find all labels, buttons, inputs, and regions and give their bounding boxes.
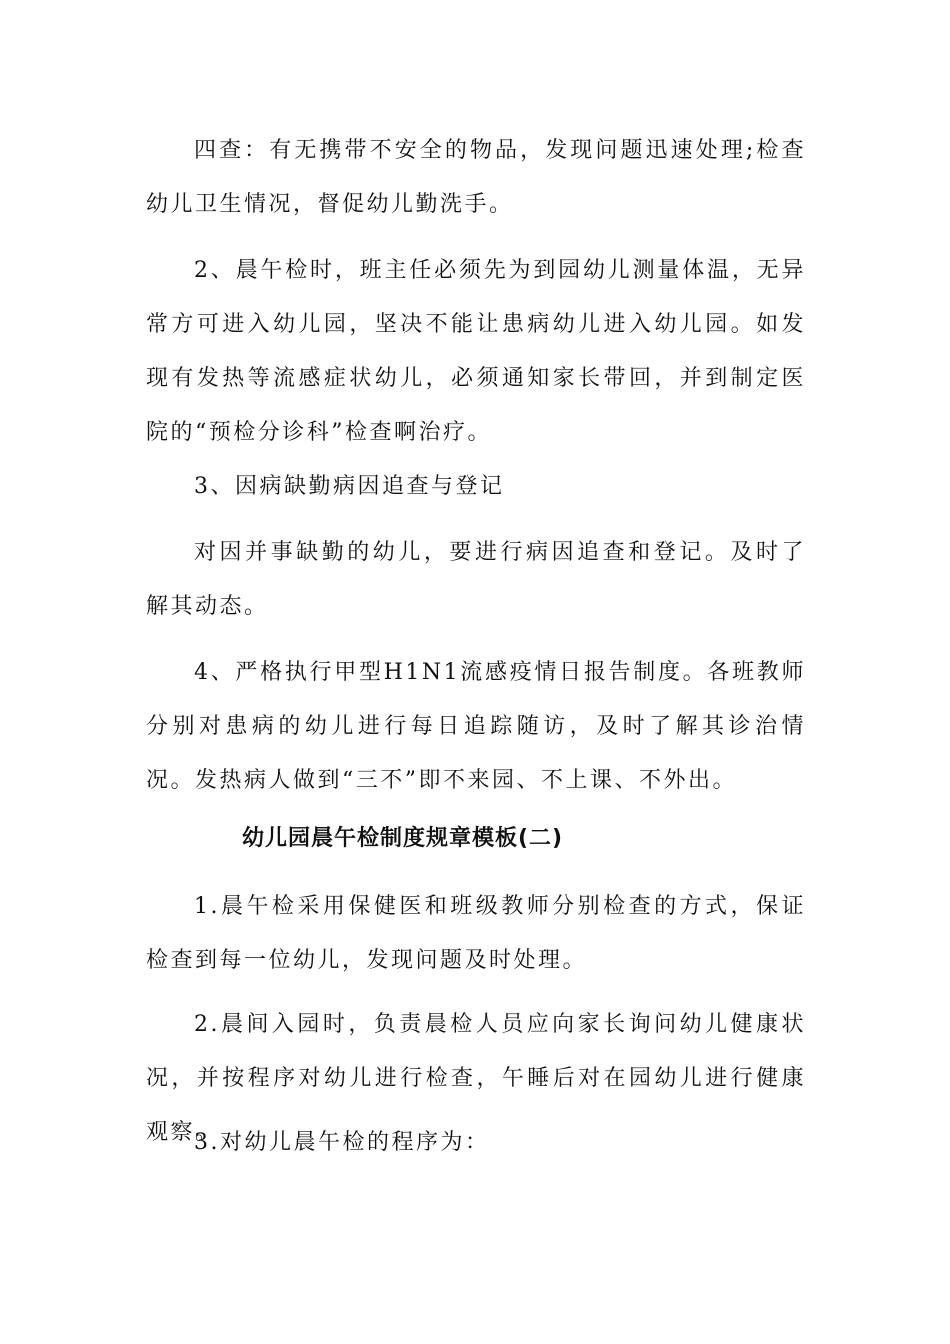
paragraph-absence-tracking: 对因并事缺勤的幼儿，要进行病因追查和登记。及时了解其动态。: [146, 540, 806, 619]
section-heading: 幼儿园晨午检制度规章模板(二): [242, 826, 564, 851]
paragraph-four-check: 四查：有无携带不安全的物品，发现问题迅速处理;检查幼儿卫生情况，督促幼儿勤洗手。: [146, 138, 806, 217]
paragraph-item-2-temperature: 2、晨午检时，班主任必须先为到园幼儿测量体温，无异常方可进入幼儿园，坚决不能让患病幼儿进入幼儿园。如发现有发热等流感症状幼儿，必须通知家长带回，并到制定医院的“预检分诊科”检查啊治疗。: [146, 258, 806, 445]
paragraph-rule-1: 1.晨午检采用保健医和班级教师分别检查的方式，保证检查到每一位幼儿，发现问题及时处理。: [146, 894, 806, 973]
paragraph-item-3-title: 3、因病缺勤病因追查与登记: [194, 474, 505, 499]
paragraph-rule-3: 3.对幼儿晨午检的程序为：: [194, 1130, 490, 1155]
paragraph-rule-2: 2.晨间入园时，负责晨检人员应向家长询问幼儿健康状况，并按程序对幼儿进行检查，午睡后对在园幼儿进行健康观察。: [146, 1012, 806, 1145]
paragraph-item-4-daily-report: 4、严格执行甲型H1N1流感疫情日报告制度。各班教师分别对患病的幼儿进行每日追踪随访，及时了解其诊治情况。发热病人做到“三不”即不来园、不上课、不外出。: [146, 660, 806, 793]
